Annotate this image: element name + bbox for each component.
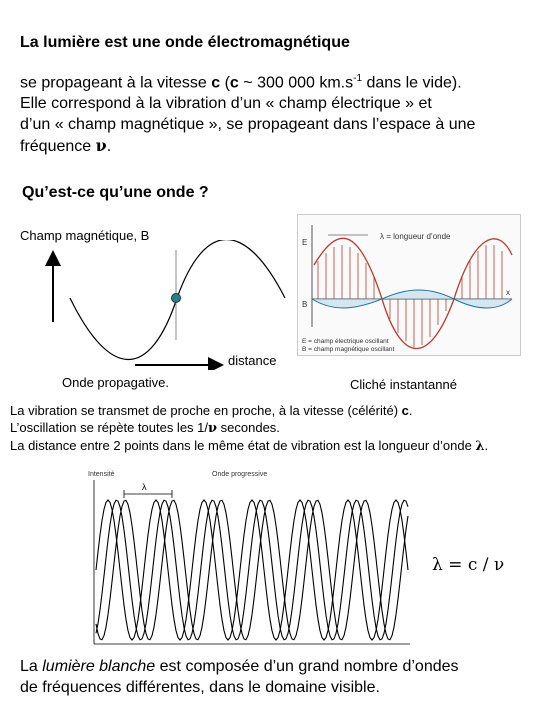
wave-curves xyxy=(96,500,408,640)
x-axis-label: x xyxy=(506,288,510,297)
graph-y-label: Intensité xyxy=(88,471,115,478)
wave-curve-3 xyxy=(96,500,408,639)
legend-b: B = champ magnétique oscillant xyxy=(302,346,395,353)
graph-title: Onde progressive xyxy=(212,471,268,478)
oscillating-point xyxy=(172,294,181,303)
graph-lambda-label: λ xyxy=(142,482,147,492)
intro-line-3: d’un « champ magnétique », se propageant dans l’espace à une xyxy=(20,116,476,134)
vibration-line-2: L’oscillation se répète toutes les 1/ν secondes. xyxy=(10,420,280,436)
lambda-label: λ = longueur d’onde xyxy=(380,232,451,241)
field-label: Champ magnétique, B xyxy=(20,228,150,243)
em-wave-svg xyxy=(298,215,520,355)
page-title: La lumière est une onde électromagnétique xyxy=(20,34,350,51)
intro-line-1: se propageant à la vitesse c (c ~ 300 000 $km.s^{-1}$ dans le vide). xyxy=(20,73,462,92)
final-line-1: La lumière blanche est composée d’un grand nombre d’ondes xyxy=(20,658,459,675)
vibration-paragraph xyxy=(10,402,535,455)
final-paragraph xyxy=(20,656,535,698)
distance-label: distance xyxy=(228,353,277,368)
vibration-line-1: La vibration se transmet de proche en proche, à la vitesse (célérité) c. xyxy=(10,403,413,418)
propagative-wave-diagram xyxy=(0,240,290,370)
progressive-wave-graph xyxy=(80,466,420,652)
intro-line-2: Elle correspond à la vibration d’un « champ électrique » et xyxy=(20,95,432,113)
b-axis-label: B xyxy=(302,300,308,309)
right-diagram-caption: Cliché instantanné xyxy=(350,377,457,392)
e-axis-label: E xyxy=(302,238,308,247)
intro-line-4: fréquence ν. xyxy=(20,136,112,156)
section-question: Qu’est-ce qu’une onde ? xyxy=(22,184,209,201)
vibration-line-3: La distance entre 2 points dans le même état de vibration est la longueur d’onde λ. xyxy=(10,438,489,454)
wavelength-formula: λ = c / ν xyxy=(432,555,505,575)
left-diagram-caption: Onde propagative. xyxy=(62,375,169,390)
intro-paragraph xyxy=(20,68,535,157)
legend-e: E = champ électrique oscillant xyxy=(302,338,389,345)
em-wave-snapshot xyxy=(297,214,521,356)
final-line-2: de fréquences différentes, dans le domaine visible. xyxy=(20,679,380,696)
